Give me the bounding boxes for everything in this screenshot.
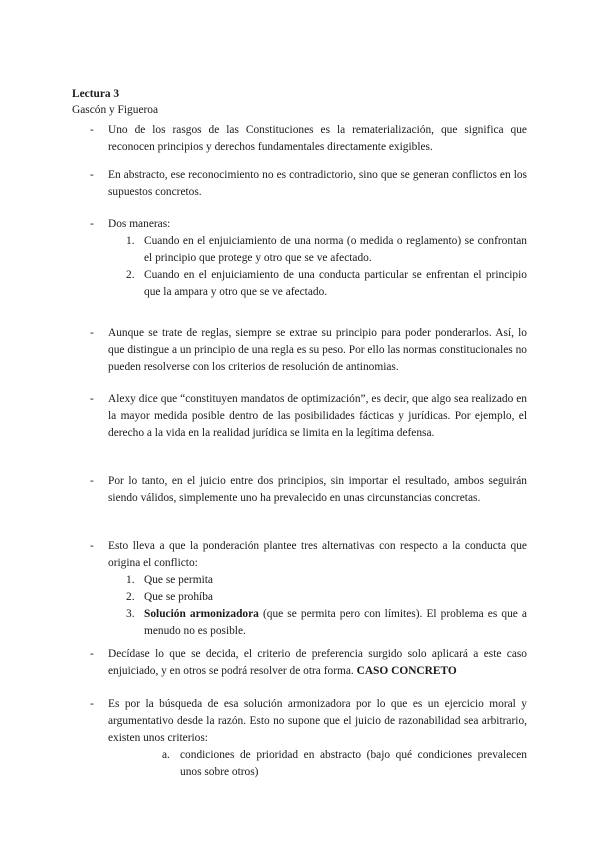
paragraph-text: En abstracto, ese reconocimiento no es contradictorio, sino que se generan conflictos en los supuestos concretos. — [108, 169, 527, 198]
bullet-dash: - — [90, 218, 94, 230]
bullet-dash: - — [90, 698, 94, 710]
paragraph-text: Aunque se trate de reglas, siempre se extrae su principio para poder ponderarlos. Así, lo que distingue a un principio de una regla es su peso. Por ello las normas constitucionales no pueden resolverse con los criterios de resolución de antinomias. — [108, 327, 527, 373]
paragraph-text: Por lo tanto, en el juicio entre dos principios, sin importar el resultado, ambos seguirán siendo válidos, simplemente uno ha prevalecido en unas circunstancias concretas. — [108, 475, 527, 504]
item-text: (que se permita pero con límites). El problema es que a menudo no es posible. — [144, 608, 527, 637]
bullet-dash: - — [90, 540, 94, 552]
item-number: 1. — [126, 574, 135, 586]
list-item — [72, 325, 527, 376]
item-number: 3. — [126, 608, 135, 620]
item-number: 2. — [126, 591, 135, 603]
list-item — [72, 473, 527, 507]
list-item — [72, 696, 527, 781]
item-number: 1. — [126, 235, 135, 247]
lettered-item — [108, 747, 527, 781]
bullet-dash: - — [90, 327, 94, 339]
paragraph-text — [108, 646, 527, 680]
numbered-item — [108, 572, 527, 589]
list-item — [72, 216, 527, 301]
bullet-dash: - — [90, 475, 94, 487]
item-bold-text: Solución armonizadora — [144, 608, 259, 620]
item-text: Que se permita — [144, 574, 213, 586]
bullet-dash: - — [90, 393, 94, 405]
numbered-item — [108, 589, 527, 606]
item-text: condiciones de prioridad en abstracto (bajo qué condiciones prevalecen unos sobre otros) — [180, 749, 527, 778]
paragraph-text: Alexy dice que “constituyen mandatos de optimización”, es decir, que algo sea realizado en la mayor medida posible dentro de las posibilidades fácticas y jurídicas. Por ejemplo, el derecho a la vida en la realidad jurídica se limita en la legítima defensa. — [108, 393, 527, 439]
bullet-dash: - — [90, 124, 94, 136]
item-text: Cuando en el enjuiciamiento de una conducta particular se enfrentan el principio que la ampara y otro que se ve afectado. — [144, 269, 527, 298]
numbered-item — [108, 233, 527, 267]
paragraph-text: Uno de los rasgos de las Constituciones es la rematerialización, que significa que reconocen principios y derechos fundamentales directamente exigibles. — [108, 124, 527, 153]
document-authors: Gascón y Figueroa — [72, 104, 159, 116]
bold-emphasis: CASO CONCRETO — [356, 665, 457, 677]
list-item — [72, 538, 527, 640]
paragraph-body: Decídase lo que se decida, el criterio de preferencia surgido solo aplicará a este caso enjuiciado, y en otros se podrá resolver de otra forma. — [108, 648, 527, 677]
list-item — [72, 167, 527, 201]
item-text: Que se prohíba — [144, 591, 213, 603]
item-number: 2. — [126, 269, 135, 281]
document-title: Lectura 3 — [72, 88, 120, 100]
bullet-dash: - — [90, 169, 94, 181]
paragraph-text: Dos maneras: — [108, 218, 171, 230]
bullet-dash: - — [90, 648, 94, 660]
list-item — [72, 122, 527, 156]
item-text: Cuando en el enjuiciamiento de una norma (o medida o reglamento) se confrontan el principio que protege y otro que se ve afectado. — [144, 235, 527, 264]
numbered-item — [108, 606, 527, 640]
numbered-item — [108, 267, 527, 301]
paragraph-text: Esto lleva a que la ponderación plantee tres alternativas con respecto a la conducta que origina el conflicto: — [108, 540, 527, 569]
list-item — [72, 646, 527, 680]
list-item — [72, 391, 527, 442]
paragraph-text: Es por la búsqueda de esa solución armonizadora por lo que es un ejercicio moral y argumentativo desde la razón. Esto no supone que el juicio de razonabilidad sea arbitrario, existen unos criterios: — [108, 698, 527, 744]
item-letter: a. — [162, 749, 170, 761]
